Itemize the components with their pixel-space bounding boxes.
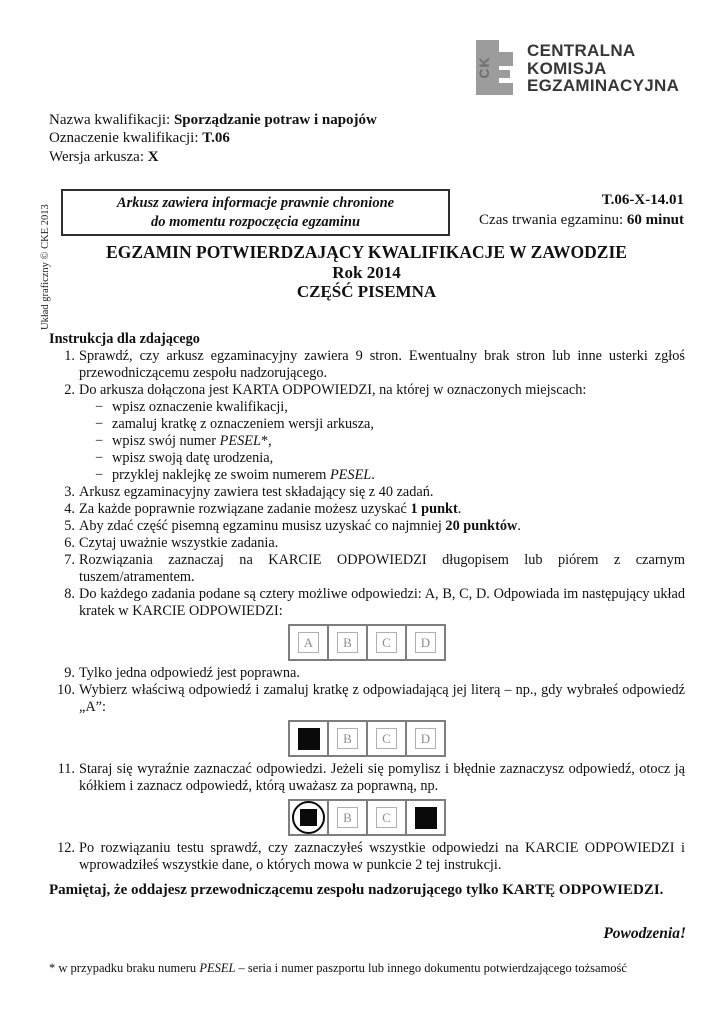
sub-item [79, 433, 685, 450]
answer-cell-C [366, 626, 405, 659]
qualification-name-row [49, 111, 377, 129]
instruction-number: 8. [64, 586, 75, 602]
instruction-text [79, 586, 685, 620]
sub-item-text [112, 433, 685, 450]
answer-letter-box: C [376, 728, 397, 749]
legal-notice-line-1: Arkusz zawiera informacje prawnie chronione [116, 194, 395, 211]
text-segment: *, [260, 433, 272, 449]
instruction-text [79, 348, 685, 382]
sub-item-text [112, 450, 685, 467]
text-segment: wpisz oznaczenie kwalifikacji, [112, 399, 288, 415]
text-segment: wpisz swoją datę urodzenia, [112, 450, 274, 466]
qualification-name-label: Nazwa kwalifikacji: [49, 112, 174, 128]
text-segment: Za każde poprawnie rozwiązane zadanie możesz uzyskać [79, 501, 411, 517]
reminder-note: Pamiętaj, że oddajesz przewodniczącemu zespołu nadzorującego tylko KARTĘ ODPOWIEDZI. [49, 882, 664, 898]
instruction-number: 5. [64, 518, 75, 534]
instruction-item [49, 586, 685, 620]
exam-code: T.06-X-14.01 [601, 192, 684, 208]
instruction-item [49, 761, 685, 795]
exam-duration-row [479, 210, 684, 230]
exam-duration-label: Czas trwania egzaminu: [479, 212, 627, 228]
dash-bullet: − [95, 433, 104, 449]
logo-line-3: EGZAMINACYJNA [527, 76, 680, 95]
sub-item [79, 416, 685, 433]
answer-cell-D [405, 801, 444, 834]
exam-title-line-3: CZĘŚĆ PISEMNA [296, 282, 437, 301]
sub-item-text [112, 399, 685, 416]
answer-cell-D [405, 626, 444, 659]
instruction-number: 6. [64, 535, 75, 551]
text-segment: Aby zdać część pisemną egzaminu musisz uzyskać co najmniej [79, 518, 446, 534]
cke-logo-name [527, 42, 679, 95]
instruction-item [49, 682, 685, 716]
text-segment: Czytaj uważnie wszystkie zadania. [79, 535, 279, 551]
answer-cell-B [327, 626, 366, 659]
logo-e-arm-bottom [499, 83, 513, 95]
legal-notice-line-2: do momentu rozpoczęcia egzaminu [150, 213, 361, 230]
answer-grid [288, 624, 446, 661]
text-segment: PESEL [219, 433, 261, 449]
instruction-number: 1. [64, 348, 75, 364]
instruction-item [49, 840, 685, 874]
filled-answer-mark [298, 728, 320, 750]
text-segment: Tylko jedna odpowiedź jest poprawna. [79, 665, 300, 681]
sub-item [79, 467, 685, 484]
exam-title-line-2: Rok 2014 [332, 262, 401, 282]
instructions-heading: Instrukcja dla zdającego [49, 331, 200, 347]
sub-item [79, 399, 685, 416]
text-segment: Staraj się wyraźnie zaznaczać odpowiedzi. Jeżeli się pomylisz i błędnie zaznaczysz odpowiedź, otocz ją kółkiem i zaznacz odpowiedź, którą uważasz za poprawną, np. [79, 761, 685, 794]
cke-logo-mark-icon [476, 40, 514, 95]
instruction-number: 9. [64, 665, 75, 681]
text-segment: 1 punkt [410, 501, 458, 517]
text-segment: Do arkusza dołączona jest KARTA ODPOWIEDZI, na której w oznaczonych miejscach: [79, 382, 587, 398]
logo-e-arm-middle [499, 70, 510, 78]
text-segment: . [517, 518, 521, 534]
answer-letter-box: D [415, 632, 436, 653]
instruction-text [79, 665, 685, 682]
logo-e-arm-top [499, 52, 513, 66]
instruction-text [79, 484, 685, 501]
instruction-text [79, 535, 685, 552]
text-segment: * w przypadku braku numeru [49, 961, 200, 975]
text-segment: – seria i numer paszportu lub innego dokumentu potwierdzającego tożsamość [235, 961, 627, 975]
legal-notice-box [61, 189, 450, 236]
instruction-number: 10. [57, 682, 75, 698]
text-segment: przyklej naklejkę ze swoim numerem [112, 467, 330, 483]
instruction-number: 12. [57, 840, 75, 856]
instruction-text [79, 761, 685, 795]
answer-letter-box: B [337, 632, 358, 653]
circled-answer-mark [292, 801, 325, 834]
copyright-side-note: Układ graficzny © CKE 2013 [40, 204, 51, 330]
text-segment: zamaluj kratkę z oznaczeniem wersji arkusza, [112, 416, 374, 432]
answer-letter-box: A [298, 632, 319, 653]
text-segment: wpisz swój numer [112, 433, 220, 449]
text-segment: Arkusz egzaminacyjny zawiera test składający się z 40 zadań. [79, 484, 434, 500]
instruction-item [49, 665, 685, 682]
instructions-section [49, 331, 685, 874]
logo-line-1: CENTRALNA [527, 41, 636, 60]
instruction-number: 3. [64, 484, 75, 500]
qualification-header [49, 111, 377, 166]
exam-info [479, 190, 684, 230]
answer-cell-D [405, 722, 444, 755]
instructions-list [49, 348, 685, 874]
text-segment: Rozwiązania zaznaczaj na KARCIE ODPOWIEDZI długopisem lub piórem z czarnym tuszem/atramentem. [79, 552, 685, 585]
text-segment: Do każdego zadania podane są cztery możliwe odpowiedzi: A, B, C, D. Odpowiada im następujący układ kratek w KARCIE ODPOWIEDZI: [79, 586, 685, 619]
dash-bullet: − [95, 467, 104, 483]
answer-cell-B [327, 801, 366, 834]
text-segment: . [371, 467, 375, 483]
answer-grid-row [49, 624, 685, 661]
answer-cell-A [290, 626, 327, 659]
instruction-number: 11. [57, 761, 75, 777]
sheet-version-label: Wersja arkusza: [49, 148, 148, 165]
exam-duration-value: 60 minut [626, 212, 684, 228]
instruction-number: 7. [64, 552, 75, 568]
dash-bullet: − [95, 416, 104, 432]
pesel-footnote [49, 961, 694, 976]
answer-cell-C [366, 722, 405, 755]
answer-letter-box: D [415, 728, 436, 749]
answer-grid [288, 720, 446, 757]
answer-cell-A [290, 722, 327, 755]
instruction-number: 2. [64, 382, 75, 398]
instruction-item [49, 484, 685, 501]
answer-cell-C [366, 801, 405, 834]
logo-line-2: KOMISJA [527, 58, 607, 78]
instruction-item [49, 518, 685, 535]
qualification-code-value: T.06 [202, 130, 230, 147]
instruction-item [49, 501, 685, 518]
text-segment: Wybierz właściwą odpowiedź i zamaluj kratkę z odpowiadającą jej literą – np., gdy wybrałeś odpowiedź „A”: [79, 682, 685, 715]
sub-item [79, 450, 685, 467]
instruction-text [79, 518, 685, 535]
text-segment: 20 punktów [445, 518, 518, 534]
text-segment: . [457, 501, 462, 517]
instruction-item [49, 552, 685, 586]
sheet-version-value: X [147, 148, 159, 165]
dash-bullet: − [95, 450, 104, 466]
filled-answer-mark [300, 809, 317, 826]
instruction-text [79, 552, 685, 586]
qualification-name-value: Sporządzanie potraw i napojów [173, 112, 377, 128]
answer-grid [288, 799, 446, 836]
instruction-number: 4. [64, 501, 75, 517]
instruction-text [79, 382, 685, 484]
answer-grid-row [49, 799, 685, 836]
text-segment: PESEL [199, 961, 236, 975]
exam-title [49, 243, 684, 302]
good-luck-note: Powodzenia! [603, 925, 686, 942]
text-segment: Sprawdź, czy arkusz egzaminacyjny zawiera 9 stron. Ewentualny brak stron lub inne usterki zgłoś przewodniczącemu zespołu nadzorującego. [79, 348, 685, 381]
answer-letter-box: B [337, 728, 358, 749]
text-segment: PESEL [329, 467, 372, 483]
answer-letter-box: B [337, 807, 358, 828]
answer-letter-box: C [376, 632, 397, 653]
cke-logo [476, 40, 679, 95]
instruction-item [49, 382, 685, 484]
answer-cell-B [327, 722, 366, 755]
qualification-code-label: Oznaczenie kwalifikacji: [49, 130, 203, 147]
answer-letter-box: C [376, 807, 397, 828]
exam-title-line-1: EGZAMIN POTWIERDZAJĄCY KWALIFIKACJE W ZAWODZIE [106, 242, 627, 262]
instruction-text [79, 840, 685, 874]
instruction-item [49, 535, 685, 552]
filled-answer-mark [415, 807, 437, 829]
answer-cell-A [290, 801, 327, 834]
instruction-item [49, 348, 685, 382]
sheet-version-row [49, 148, 377, 166]
instruction-text [79, 682, 685, 716]
instruction-text [79, 501, 685, 518]
sub-item-text [112, 416, 685, 433]
logo-ck-letters: CK [476, 56, 492, 79]
dash-bullet: − [95, 399, 104, 415]
answer-grid-row [49, 720, 685, 757]
sub-item-text [112, 467, 685, 484]
text-segment: Po rozwiązaniu testu sprawdź, czy zaznaczyłeś wszystkie odpowiedzi na KARCIE ODPOWIEDZI i wprowadziłeś wszystkie dane, o których mowa w punkcie 2 tej instrukcji. [79, 840, 685, 873]
qualification-code-row [49, 129, 377, 147]
